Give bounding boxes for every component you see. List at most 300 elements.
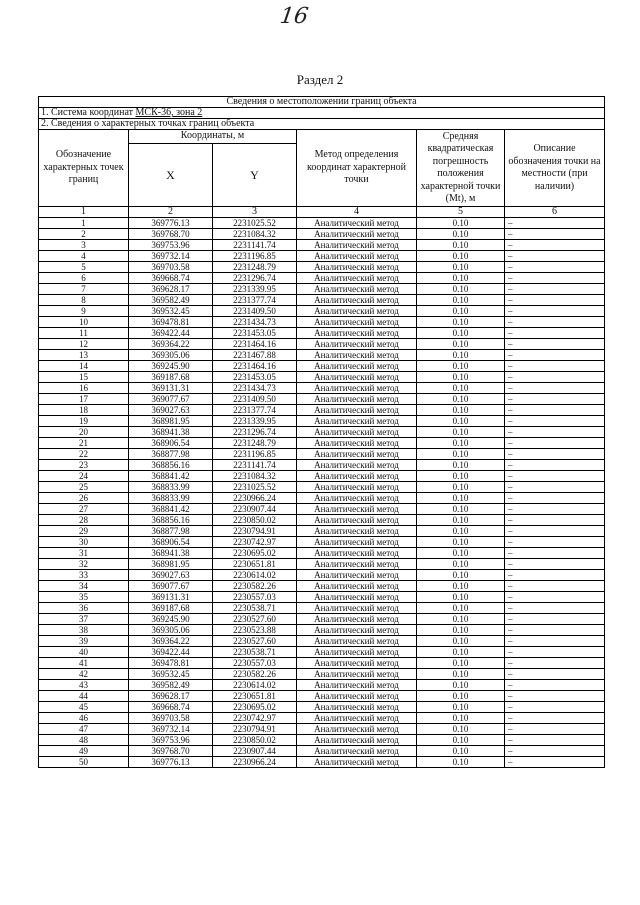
accuracy: 0.10: [417, 625, 505, 636]
header-point-designation: Обозначение характерных точек границ: [39, 130, 129, 207]
method: Аналитический метод: [297, 713, 417, 724]
method: Аналитический метод: [297, 504, 417, 515]
method: Аналитический метод: [297, 372, 417, 383]
point-number: 40: [39, 647, 129, 658]
accuracy: 0.10: [417, 647, 505, 658]
accuracy: 0.10: [417, 691, 505, 702]
method: Аналитический метод: [297, 460, 417, 471]
header-y: Y: [213, 144, 297, 207]
table-row: [39, 559, 605, 570]
column-number: 4: [297, 207, 417, 218]
description: –: [505, 713, 605, 724]
method: Аналитический метод: [297, 317, 417, 328]
y-coordinate: 2231025.52: [213, 218, 297, 229]
point-number: 27: [39, 504, 129, 515]
point-number: 48: [39, 735, 129, 746]
x-coordinate: 369305.06: [129, 625, 213, 636]
method: Аналитический метод: [297, 350, 417, 361]
accuracy: 0.10: [417, 504, 505, 515]
table-row: [39, 669, 605, 680]
description: –: [505, 460, 605, 471]
description: –: [505, 614, 605, 625]
table-row: [39, 537, 605, 548]
description: –: [505, 526, 605, 537]
table-row: [39, 416, 605, 427]
method: Аналитический метод: [297, 548, 417, 559]
accuracy: 0.10: [417, 471, 505, 482]
accuracy: 0.10: [417, 339, 505, 350]
point-number: 10: [39, 317, 129, 328]
x-coordinate: 369027.63: [129, 405, 213, 416]
method: Аналитический метод: [297, 471, 417, 482]
table-row: [39, 625, 605, 636]
table-row: [39, 493, 605, 504]
point-number: 42: [39, 669, 129, 680]
x-coordinate: 369753.96: [129, 735, 213, 746]
y-coordinate: 2230527.60: [213, 636, 297, 647]
table-row: [39, 702, 605, 713]
accuracy: 0.10: [417, 482, 505, 493]
point-number: 12: [39, 339, 129, 350]
point-number: 3: [39, 240, 129, 251]
method: Аналитический метод: [297, 537, 417, 548]
description: –: [505, 372, 605, 383]
coordinate-system-value: МСК-36, зона 2: [135, 107, 203, 118]
table-row: [39, 647, 605, 658]
point-number: 1: [39, 218, 129, 229]
table-row: [39, 405, 605, 416]
table-row: [39, 372, 605, 383]
description: –: [505, 691, 605, 702]
description: –: [505, 669, 605, 680]
accuracy: 0.10: [417, 680, 505, 691]
accuracy: 0.10: [417, 328, 505, 339]
table-row: [39, 581, 605, 592]
y-coordinate: 2230695.02: [213, 702, 297, 713]
point-number: 45: [39, 702, 129, 713]
y-coordinate: 2230582.26: [213, 581, 297, 592]
accuracy: 0.10: [417, 251, 505, 262]
table-row: [39, 548, 605, 559]
y-coordinate: 2231339.95: [213, 284, 297, 295]
y-coordinate: 2231453.05: [213, 328, 297, 339]
table-row: [39, 658, 605, 669]
accuracy: 0.10: [417, 658, 505, 669]
x-coordinate: 369582.49: [129, 680, 213, 691]
y-coordinate: 2231377.74: [213, 405, 297, 416]
description: –: [505, 383, 605, 394]
table-row: [39, 262, 605, 273]
header-method: Метод определения координат характерной точки: [297, 130, 417, 207]
description: –: [505, 361, 605, 372]
accuracy: 0.10: [417, 636, 505, 647]
point-number: 25: [39, 482, 129, 493]
point-number: 46: [39, 713, 129, 724]
method: Аналитический метод: [297, 592, 417, 603]
method: Аналитический метод: [297, 724, 417, 735]
x-coordinate: 369703.58: [129, 713, 213, 724]
method: Аналитический метод: [297, 218, 417, 229]
point-number: 5: [39, 262, 129, 273]
column-number: 3: [213, 207, 297, 218]
accuracy: 0.10: [417, 262, 505, 273]
table-row: [39, 746, 605, 757]
method: Аналитический метод: [297, 746, 417, 757]
point-number: 19: [39, 416, 129, 427]
method: Аналитический метод: [297, 438, 417, 449]
method: Аналитический метод: [297, 240, 417, 251]
column-number: 2: [129, 207, 213, 218]
description: –: [505, 559, 605, 570]
x-coordinate: 368941.38: [129, 548, 213, 559]
x-coordinate: 369027.63: [129, 570, 213, 581]
column-number: 1: [39, 207, 129, 218]
method: Аналитический метод: [297, 482, 417, 493]
y-coordinate: 2231141.74: [213, 240, 297, 251]
method: Аналитический метод: [297, 284, 417, 295]
method: Аналитический метод: [297, 702, 417, 713]
method: Аналитический метод: [297, 625, 417, 636]
point-number: 36: [39, 603, 129, 614]
accuracy: 0.10: [417, 724, 505, 735]
point-number: 11: [39, 328, 129, 339]
description: –: [505, 394, 605, 405]
description: –: [505, 284, 605, 295]
accuracy: 0.10: [417, 317, 505, 328]
x-coordinate: 368833.99: [129, 482, 213, 493]
method: Аналитический метод: [297, 526, 417, 537]
x-coordinate: 369768.70: [129, 746, 213, 757]
y-coordinate: 2231464.16: [213, 339, 297, 350]
table-row: [39, 515, 605, 526]
description: –: [505, 482, 605, 493]
y-coordinate: 2231467.88: [213, 350, 297, 361]
table-row: [39, 284, 605, 295]
y-coordinate: 2231296.74: [213, 273, 297, 284]
accuracy: 0.10: [417, 669, 505, 680]
column-number: 5: [417, 207, 505, 218]
y-coordinate: 2230850.02: [213, 735, 297, 746]
accuracy: 0.10: [417, 394, 505, 405]
y-coordinate: 2231409.50: [213, 394, 297, 405]
y-coordinate: 2230907.44: [213, 504, 297, 515]
table-row: [39, 724, 605, 735]
point-number: 37: [39, 614, 129, 625]
method: Аналитический метод: [297, 570, 417, 581]
description: –: [505, 537, 605, 548]
point-number: 49: [39, 746, 129, 757]
method: Аналитический метод: [297, 581, 417, 592]
x-coordinate: 369703.58: [129, 262, 213, 273]
table-row: [39, 482, 605, 493]
y-coordinate: 2230523.88: [213, 625, 297, 636]
accuracy: 0.10: [417, 350, 505, 361]
table-row: [39, 229, 605, 240]
y-coordinate: 2231248.79: [213, 438, 297, 449]
table-row: [39, 471, 605, 482]
method: Аналитический метод: [297, 361, 417, 372]
point-number: 33: [39, 570, 129, 581]
point-number: 30: [39, 537, 129, 548]
description: –: [505, 592, 605, 603]
description: –: [505, 735, 605, 746]
x-coordinate: 368856.16: [129, 515, 213, 526]
accuracy: 0.10: [417, 493, 505, 504]
point-number: 7: [39, 284, 129, 295]
point-number: 41: [39, 658, 129, 669]
table-row: [39, 636, 605, 647]
description: –: [505, 317, 605, 328]
x-coordinate: 368877.98: [129, 449, 213, 460]
accuracy: 0.10: [417, 427, 505, 438]
description: –: [505, 405, 605, 416]
x-coordinate: 369364.22: [129, 339, 213, 350]
point-number: 39: [39, 636, 129, 647]
y-coordinate: 2230742.97: [213, 537, 297, 548]
y-coordinate: 2231434.73: [213, 383, 297, 394]
table-row: [39, 713, 605, 724]
x-coordinate: 368841.42: [129, 471, 213, 482]
x-coordinate: 368841.42: [129, 504, 213, 515]
x-coordinate: 369732.14: [129, 251, 213, 262]
coordinate-system-label: 1. Система координат: [41, 107, 134, 118]
point-number: 4: [39, 251, 129, 262]
y-coordinate: 2230794.91: [213, 724, 297, 735]
method: Аналитический метод: [297, 636, 417, 647]
point-number: 9: [39, 306, 129, 317]
description: –: [505, 229, 605, 240]
description: –: [505, 658, 605, 669]
description: –: [505, 416, 605, 427]
accuracy: 0.10: [417, 548, 505, 559]
table-row: [39, 757, 605, 768]
column-number: 6: [505, 207, 605, 218]
y-coordinate: 2230557.03: [213, 658, 297, 669]
point-number: 38: [39, 625, 129, 636]
description: –: [505, 427, 605, 438]
method: Аналитический метод: [297, 427, 417, 438]
y-coordinate: 2231464.16: [213, 361, 297, 372]
x-coordinate: 368906.54: [129, 438, 213, 449]
description: –: [505, 603, 605, 614]
accuracy: 0.10: [417, 537, 505, 548]
x-coordinate: 369582.49: [129, 295, 213, 306]
accuracy: 0.10: [417, 383, 505, 394]
point-number: 14: [39, 361, 129, 372]
point-number: 16: [39, 383, 129, 394]
x-coordinate: 368833.99: [129, 493, 213, 504]
x-coordinate: 368906.54: [129, 537, 213, 548]
x-coordinate: 369532.45: [129, 306, 213, 317]
description: –: [505, 449, 605, 460]
description: –: [505, 295, 605, 306]
y-coordinate: 2231409.50: [213, 306, 297, 317]
method: Аналитический метод: [297, 757, 417, 768]
table-row: [39, 449, 605, 460]
method: Аналитический метод: [297, 493, 417, 504]
y-coordinate: 2231141.74: [213, 460, 297, 471]
point-number: 23: [39, 460, 129, 471]
method: Аналитический метод: [297, 394, 417, 405]
x-coordinate: 369478.81: [129, 317, 213, 328]
method: Аналитический метод: [297, 735, 417, 746]
x-coordinate: 369245.90: [129, 614, 213, 625]
point-number: 15: [39, 372, 129, 383]
description: –: [505, 471, 605, 482]
description: –: [505, 636, 605, 647]
y-coordinate: 2230538.71: [213, 647, 297, 658]
accuracy: 0.10: [417, 515, 505, 526]
accuracy: 0.10: [417, 746, 505, 757]
description: –: [505, 724, 605, 735]
table-row: [39, 570, 605, 581]
method: Аналитический метод: [297, 328, 417, 339]
y-coordinate: 2230557.03: [213, 592, 297, 603]
points-title: 2. Сведения о характерных точках границ объекта: [39, 119, 605, 130]
accuracy: 0.10: [417, 570, 505, 581]
accuracy: 0.10: [417, 438, 505, 449]
table-row: [39, 691, 605, 702]
table-row: [39, 504, 605, 515]
table-row: [39, 240, 605, 251]
point-number: 6: [39, 273, 129, 284]
description: –: [505, 702, 605, 713]
table-row: [39, 603, 605, 614]
accuracy: 0.10: [417, 581, 505, 592]
x-coordinate: 369532.45: [129, 669, 213, 680]
table-row: [39, 306, 605, 317]
point-number: 17: [39, 394, 129, 405]
method: Аналитический метод: [297, 658, 417, 669]
table-row: [39, 218, 605, 229]
description: –: [505, 515, 605, 526]
y-coordinate: 2230614.02: [213, 680, 297, 691]
header-accuracy-text: Средняя квадратическая погрешность положения характерной точки (Mt), м: [420, 130, 501, 204]
point-number: 21: [39, 438, 129, 449]
point-number: 32: [39, 559, 129, 570]
header-accuracy: [417, 130, 505, 207]
table-row: [39, 339, 605, 350]
y-coordinate: 2230651.81: [213, 691, 297, 702]
y-coordinate: 2231296.74: [213, 427, 297, 438]
accuracy: 0.10: [417, 218, 505, 229]
table-row: [39, 680, 605, 691]
table-row: [39, 460, 605, 471]
y-coordinate: 2231377.74: [213, 295, 297, 306]
x-coordinate: 369131.31: [129, 592, 213, 603]
table-row: [39, 614, 605, 625]
description: –: [505, 548, 605, 559]
accuracy: 0.10: [417, 306, 505, 317]
x-coordinate: 369668.74: [129, 702, 213, 713]
accuracy: 0.10: [417, 273, 505, 284]
table-row: [39, 361, 605, 372]
table-row: [39, 251, 605, 262]
y-coordinate: 2230695.02: [213, 548, 297, 559]
method: Аналитический метод: [297, 295, 417, 306]
point-number: 8: [39, 295, 129, 306]
description: –: [505, 438, 605, 449]
x-coordinate: 369776.13: [129, 757, 213, 768]
y-coordinate: 2230538.71: [213, 603, 297, 614]
x-coordinate: 369776.13: [129, 218, 213, 229]
y-coordinate: 2230651.81: [213, 559, 297, 570]
header-description: Описание обозначения точки на местности (при наличии): [505, 130, 605, 207]
description: –: [505, 350, 605, 361]
method: Аналитический метод: [297, 603, 417, 614]
boundary-points-table: [38, 96, 605, 768]
description: –: [505, 262, 605, 273]
section-title: Раздел 2: [296, 72, 344, 87]
point-number: 35: [39, 592, 129, 603]
table-row: [39, 592, 605, 603]
description: –: [505, 493, 605, 504]
y-coordinate: 2231196.85: [213, 251, 297, 262]
x-coordinate: 368941.38: [129, 427, 213, 438]
description: –: [505, 625, 605, 636]
point-number: 47: [39, 724, 129, 735]
method: Аналитический метод: [297, 614, 417, 625]
table-row: [39, 735, 605, 746]
accuracy: 0.10: [417, 713, 505, 724]
method: Аналитический метод: [297, 559, 417, 570]
method: Аналитический метод: [297, 449, 417, 460]
table-title: Сведения о местоположении границ объекта: [39, 97, 605, 108]
x-coordinate: 369668.74: [129, 273, 213, 284]
table-row: [39, 427, 605, 438]
header-x: X: [129, 144, 213, 207]
description: –: [505, 504, 605, 515]
table-row: [39, 394, 605, 405]
point-number: 26: [39, 493, 129, 504]
method: Аналитический метод: [297, 405, 417, 416]
accuracy: 0.10: [417, 449, 505, 460]
x-coordinate: 369422.44: [129, 647, 213, 658]
description: –: [505, 306, 605, 317]
y-coordinate: 2230850.02: [213, 515, 297, 526]
table-row: [39, 350, 605, 361]
y-coordinate: 2230966.24: [213, 493, 297, 504]
accuracy: 0.10: [417, 702, 505, 713]
description: –: [505, 273, 605, 284]
y-coordinate: 2230614.02: [213, 570, 297, 581]
column-number-row: [39, 207, 605, 218]
method: Аналитический метод: [297, 273, 417, 284]
x-coordinate: 368856.16: [129, 460, 213, 471]
x-coordinate: 369187.68: [129, 372, 213, 383]
point-number: 13: [39, 350, 129, 361]
x-coordinate: 369422.44: [129, 328, 213, 339]
table-row: [39, 383, 605, 394]
accuracy: 0.10: [417, 405, 505, 416]
method: Аналитический метод: [297, 416, 417, 427]
y-coordinate: 2230907.44: [213, 746, 297, 757]
point-number: 18: [39, 405, 129, 416]
accuracy: 0.10: [417, 614, 505, 625]
point-number: 31: [39, 548, 129, 559]
method: Аналитический метод: [297, 680, 417, 691]
y-coordinate: 2230794.91: [213, 526, 297, 537]
x-coordinate: 369077.67: [129, 394, 213, 405]
point-number: 34: [39, 581, 129, 592]
y-coordinate: 2231084.32: [213, 229, 297, 240]
accuracy: 0.10: [417, 416, 505, 427]
y-coordinate: 2231248.79: [213, 262, 297, 273]
x-coordinate: 369768.70: [129, 229, 213, 240]
table-row: [39, 328, 605, 339]
x-coordinate: 369732.14: [129, 724, 213, 735]
accuracy: 0.10: [417, 559, 505, 570]
